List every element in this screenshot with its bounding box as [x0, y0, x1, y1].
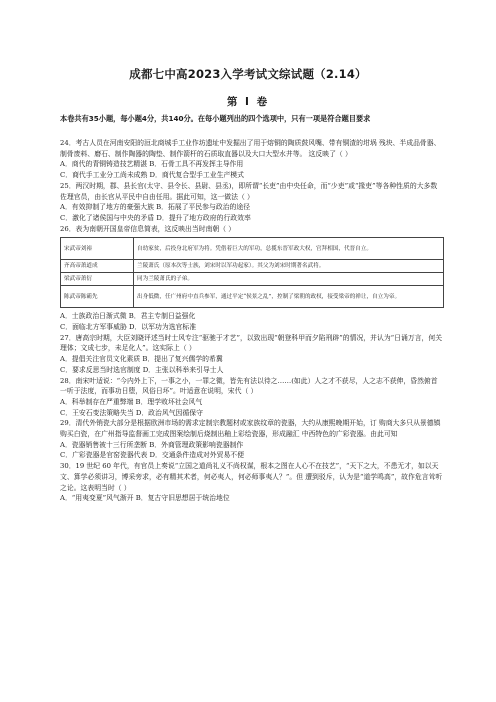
instructions: 本卷共有35小题，每小题4分，共140分。在每小题列出的四个选项中，只有一项是符合题目要求 — [60, 114, 371, 123]
table-cell-name: 陈武帝陈霸先 — [61, 286, 134, 308]
table-row — [61, 273, 444, 286]
q30-stem: 30．19 世纪 60 年代，有官员上奏说“立国之道尚礼义不尚权谋，根本之图在人心不在技艺”，“天下之大，不患无才，如以天文、算学必须讲习，博采旁求，必有精其术者，何必夷人，何必师事夷人？”。但 遭到驳斥，认为是“道学鸣高”，故作危言耸听之论。这表明当时（ ） — [60, 462, 443, 492]
q26-options-ab: A．士族政治日渐式微 B．君主专制日益强化 — [60, 312, 196, 321]
question-body — [60, 138, 444, 504]
q29-stem: 29．清代外销瓷大部分是根据欧洲市场的需求定制宗教题材或家族纹章的瓷器，大约从康熙晚期开始，订 购商大多只从景德镇购买白瓷，在广州指导监督画工完成图案绘制后烧制出釉上彩绘瓷器，形成融汇 中西特色的广彩瓷器。由此可知 — [60, 419, 441, 439]
q26-stem: 26．表为南朝开国皇帝信息简表，这反映出当时南朝（ ） — [60, 224, 236, 233]
q29-options-cd: C．广彩瓷器是官窑瓷器代表 D．交通条件造成对外贸易不便 — [60, 451, 244, 460]
table-cell-name: 梁武帝萧衍 — [61, 273, 134, 286]
q25-stem: 25．两汉时期，郡、县长官(太守、县令长、县尉、县丞)，即所谓“长吏”由中央任命，而“少吏”或“掾吏”等各种性质的大多数佐理官员，由长官从平民中自由任用。据此可知，这一做法（ ） — [60, 181, 438, 201]
q26-table — [60, 237, 444, 308]
table-row — [61, 286, 444, 308]
q25-options-ab: A．有效抑制了地方的豪强大族 B．拓展了平民参与政治的途径 — [60, 203, 251, 212]
q27-options-ab: A．提倡关注官员文化素质 B．提出了复兴儒学的希冀 — [60, 355, 223, 364]
table-cell-name: 宋武帝刘裕 — [61, 238, 134, 260]
table-cell-name: 齐高帝萧道成 — [61, 260, 134, 273]
table-cell-desc: 自幼家贫，后投身北府军为将。凭借着巨大的军功，总揽东晋军政大权，官拜相国，代晋自立。 — [134, 238, 444, 260]
q27-options-cd: C．要求反思当时选官制度 D．主张以科举来引导士人 — [60, 365, 224, 374]
table-cell-desc: 出身低微，任广州府中直兵参军，通过平定“侯景之乱”，控制了梁朝的政权，接受梁帝的禅让，自立为帝。 — [134, 286, 444, 308]
q29-options-ab: A．瓷器销售被十三行所垄断 B．外商管理政策影响瓷器制作 — [60, 440, 244, 449]
q27-stem: 27．唐高宗时期，大臣刘晓评述当时士风专注“驱驰于才艺”，以致出现“朝登科甲而夕陷刑辟”的情况，并认为“日诵万言，何关理体；文成七步，未足化人”。这实际上（ ） — [60, 333, 443, 353]
q28-stem: 28．南宋叶适说：“今内外上下，一事之小，一罪之微，皆先有法以待之……(如此）人之才不获尽，人之志不获伸，昏然俯首一听于法度，而事功日堕，风俗日坏”。叶适意在说明，宋代（ ） — [60, 376, 438, 396]
q30-options-ab: A．“用夷变夏”风气渐开 B．复古守旧思想居于统治地位 — [60, 494, 230, 503]
table-cell-desc: 兰陵萧氏（原本次等士族，刘宋时以军功起家）。其父为刘宋时期著名武将。 — [134, 260, 444, 273]
q25-options-cd: C．激化了诸侯国与中央的矛盾 D．提升了地方政府的行政效率 — [60, 213, 251, 222]
q28-options-cd: C．王安石变法策略失当 D．政治风气因循保守 — [60, 408, 203, 417]
section-heading: 第 Ⅰ 卷 — [226, 96, 270, 108]
q24-options-ab: A．商代的青铜铸造技艺精湛 B．石骨工具不再发挥主导作用 — [60, 160, 244, 169]
exam-title: 成都七中高2023入学考试文综试题（2.14） — [129, 67, 367, 81]
q24-options-cd: C．商代手工业分工尚未成熟 D．商代复合型手工业生产模式 — [60, 171, 244, 180]
q24-stem: 24．考古人员在河南安阳的洹北商城手工业作坊遗址中发掘出了用于熔铜的陶质鼓风嘴、带有铜渣的坩埚 残块、半成品骨器、制骨废料、磨石、制作陶器的陶垫、制作箭杆的石质取直器以及大口大型水井等。 这反映了（ ） — [60, 139, 441, 158]
q28-options-ab: A．科举制存在严重弊端 B．理学败坏社会风气 — [60, 397, 203, 406]
table-row — [61, 238, 444, 260]
q26-options-cd: C．面临北方军事威胁 D．以军功为选官标准 — [60, 323, 197, 332]
table-cell-desc: 同为兰陵萧氏的子弟。 — [134, 273, 444, 286]
table-row — [61, 260, 444, 273]
